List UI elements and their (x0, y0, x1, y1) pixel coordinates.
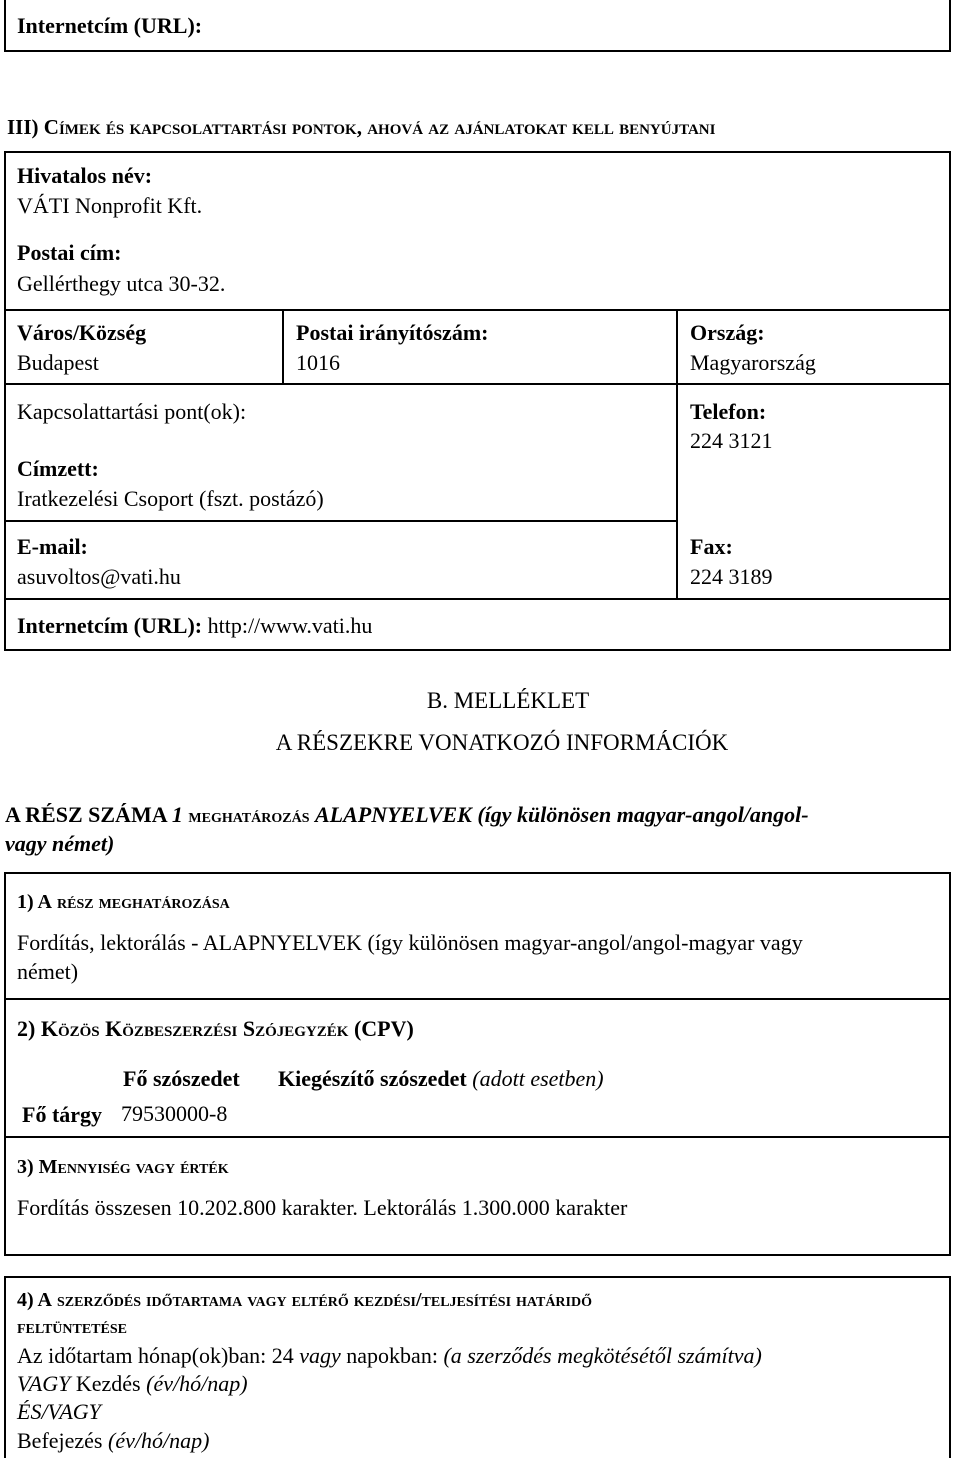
item2-heading (17, 1016, 414, 1042)
contact-points-label: Kapcsolattartási pont(ok): (17, 399, 247, 424)
main-vocab-header: Fő szószedet (123, 1066, 240, 1091)
item4-heading-line2: feltüntetése (17, 1316, 127, 1338)
annex-subtitle: A RÉSZEKRE VONATKOZÓ INFORMÁCIÓK (275, 730, 729, 755)
contact-box-vline-1 (282, 309, 284, 384)
item3-heading (17, 1155, 229, 1179)
phone-value: 224 3121 (690, 428, 773, 453)
item2-t2: K (105, 1016, 123, 1041)
item4-start-line (17, 1371, 248, 1397)
item2-t5: zójegyzék (255, 1016, 349, 1041)
item4-box-left (4, 1276, 6, 1458)
end-date-format: (év/hó/nap) (108, 1428, 210, 1453)
item4-duration-line (17, 1343, 762, 1369)
contact-box-vline-2 (676, 309, 678, 599)
top-box-right-border (949, 0, 951, 52)
item4-heading-line1 (17, 1288, 592, 1312)
contact-box-divider-2 (4, 383, 951, 385)
phone-label: Telefon: (690, 399, 767, 424)
url-label: Internetcím (URL): (17, 613, 203, 638)
item2-t4: S (242, 1016, 256, 1041)
part-number: 1 (171, 802, 183, 827)
item3-text: Fordítás összesen 10.202.800 karakter. Lektorálás 1.300.000 karakter (17, 1195, 628, 1220)
duration-prefix: Az időtartam hónap(ok)ban: 24 (17, 1343, 294, 1368)
top-box-left-border (4, 0, 6, 52)
section3-heading-rest: ímek és kapcsolattartási pontok, ahová az ajánlatokat kell benyújtani (58, 115, 716, 139)
part-def-label: meghatározás (188, 805, 310, 827)
postcode-label: Postai irányítószám: (296, 320, 489, 345)
item1-title: rész meghatározása (52, 891, 230, 913)
items-divider-1 (4, 998, 951, 1000)
items-divider-2 (4, 1136, 951, 1138)
city-label: Város/Község (17, 320, 147, 345)
item4-end-line (17, 1428, 209, 1454)
country-value: Magyarország (690, 350, 816, 375)
item1-text-line2: német) (17, 959, 79, 984)
end-label: Befejezés (17, 1428, 103, 1453)
item2-num: 2) K (17, 1016, 58, 1041)
item4-es-vagy: ÉS/VAGY (17, 1399, 101, 1424)
supp-vocab-note: (adott esetben) (472, 1066, 604, 1091)
duration-days: napokban: (346, 1343, 438, 1368)
part-line-2: vagy német) (5, 831, 115, 856)
item2-t6: (CPV) (348, 1016, 414, 1041)
item1-num: 1) A (17, 891, 52, 913)
part-def-value: ALAPNYELVEK (így különösen magyar-angol/angol- (314, 802, 809, 827)
start-vagy-caps: VAGY (17, 1371, 71, 1396)
section3-heading (7, 115, 715, 140)
postal-address-label: Postai cím: (17, 240, 122, 265)
start-date-format: (év/hó/nap) (146, 1371, 248, 1396)
item4-title1: szerződés időtartama vagy eltérő kezdési/teljesítési határidő (52, 1289, 592, 1311)
addressee-value: Iratkezelési Csoport (fszt. postázó) (17, 486, 324, 511)
url-row (17, 613, 372, 639)
fax-value: 224 3189 (690, 564, 773, 589)
addressee-label: Címzett: (17, 456, 99, 481)
supp-vocab-header (278, 1066, 604, 1092)
contact-box-divider-3 (4, 520, 677, 522)
duration-vagy: vagy (299, 1343, 341, 1368)
part-line-1 (5, 802, 809, 828)
official-name-value: VÁTI Nonprofit Kft. (17, 193, 203, 218)
item4-box-right (949, 1276, 951, 1458)
official-name-label: Hivatalos név: (17, 163, 153, 188)
supp-vocab-label: Kiegészítő szószedet (278, 1066, 467, 1091)
main-object-code: 79530000-8 (121, 1101, 228, 1126)
contact-box-divider-4 (4, 598, 951, 600)
part-prefix: A RÉSZ SZÁMA (5, 802, 167, 827)
item3-num: 3) M (17, 1156, 58, 1178)
item4-num: 4) A (17, 1289, 52, 1311)
contact-box-divider-1 (4, 309, 951, 311)
item3-title: ennyiség vagy érték (57, 1156, 229, 1178)
email-value: asuvoltos@vati.hu (17, 564, 181, 589)
top-url-label: Internetcím (URL): (17, 13, 203, 38)
email-label: E-mail: (17, 534, 88, 559)
main-object-label: Fő tárgy (22, 1102, 103, 1127)
section3-heading-roman: III) C (7, 115, 59, 139)
top-box-bottom-border (4, 50, 951, 52)
item2-t3: özbeszerzési (122, 1016, 243, 1041)
item1-heading (17, 890, 230, 914)
fax-label: Fax: (690, 534, 733, 559)
url-value: http://www.vati.hu (207, 613, 373, 638)
city-value: Budapest (17, 350, 99, 375)
start-label: Kezdés (75, 1371, 141, 1396)
postal-address-value: Gellérthegy utca 30-32. (17, 271, 226, 296)
item4-box-top (4, 1276, 951, 1278)
duration-from-contract: (a szerződés megkötésétől számítva) (443, 1343, 762, 1368)
item2-t1: özös (57, 1016, 106, 1041)
annex-title: B. MELLÉKLET (426, 688, 590, 713)
item1-text-line1: Fordítás, lektorálás - ALAPNYELVEK (így különösen magyar-angol/angol-magyar vagy (17, 930, 803, 955)
country-label: Ország: (690, 320, 765, 345)
postcode-value: 1016 (296, 350, 340, 375)
